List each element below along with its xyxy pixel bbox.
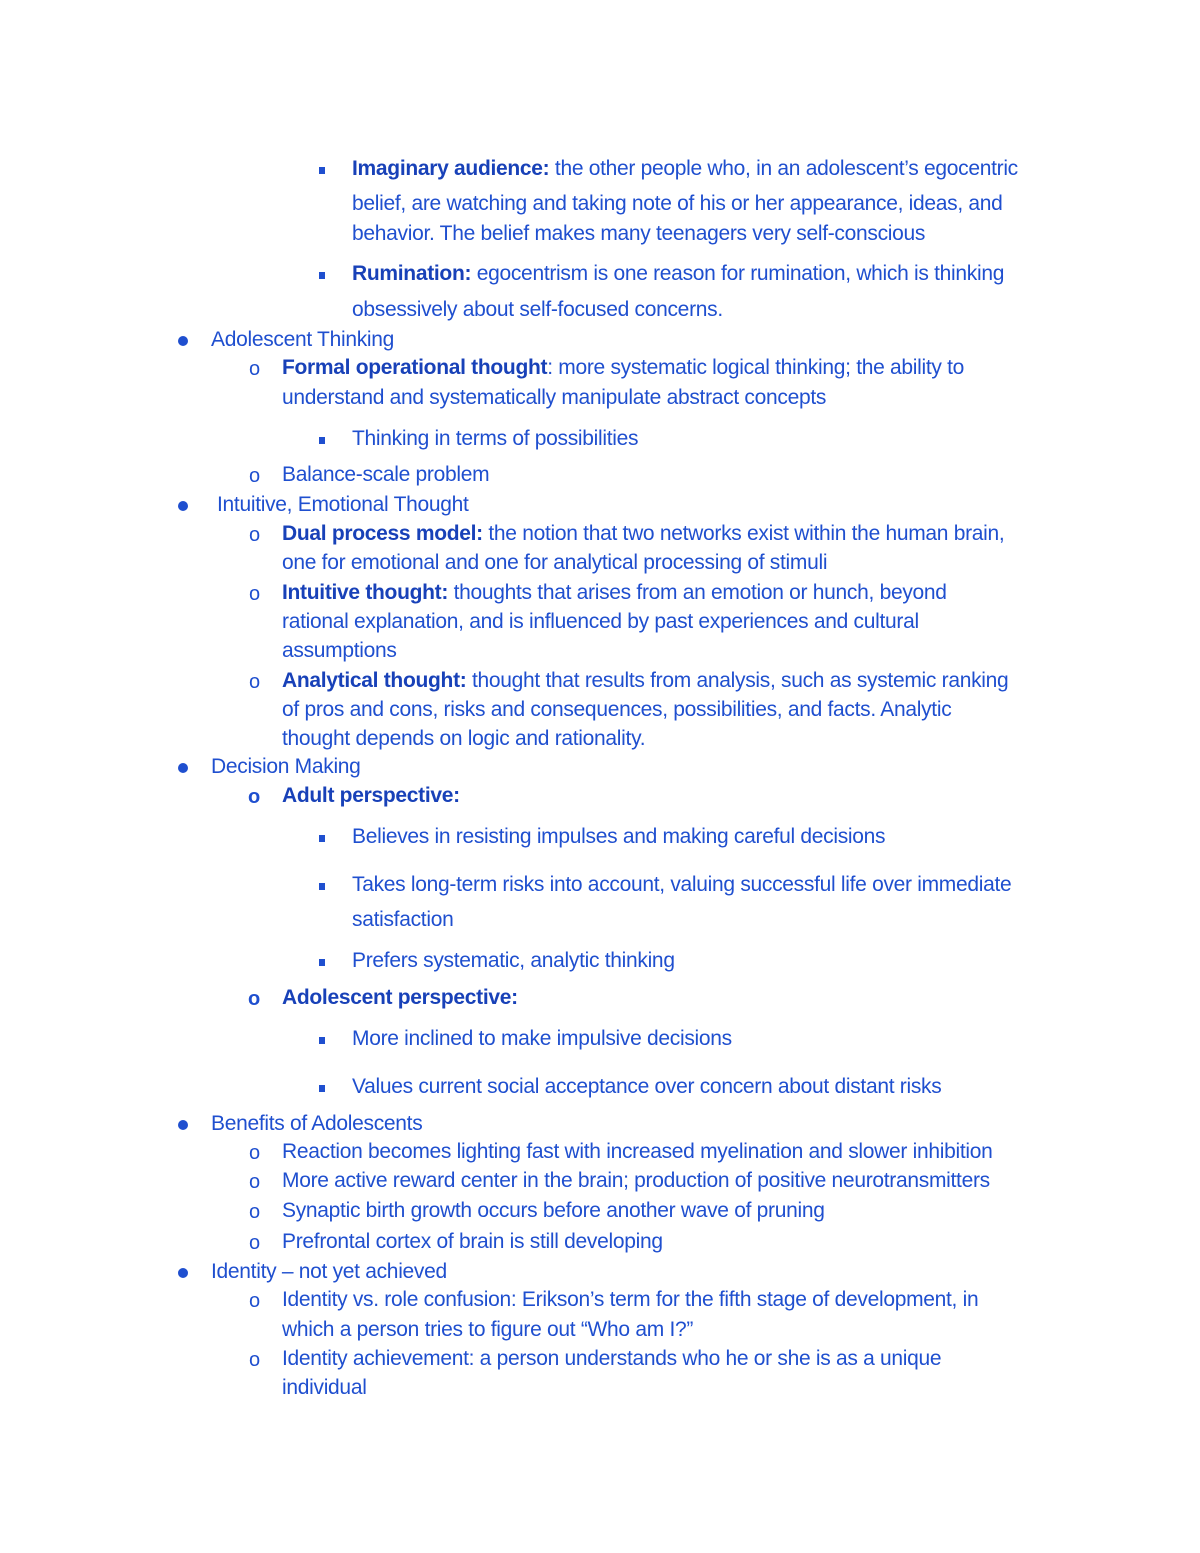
rumination-line-2: obsessively about self-focused concerns. [352,298,723,321]
decision-making-heading: Decision Making [211,755,361,778]
benefits-item-4: Prefrontal cortex of brain is still developing [282,1230,663,1253]
circle-bullet-icon: o [249,1349,261,1371]
round-bullet-icon [178,1268,188,1278]
circle-bullet-icon: o [249,583,261,605]
analytical-thought-line-3: thought depends on logic and rationality. [282,727,646,750]
imaginary-audience-line-2: belief, are watching and taking note of his or her appearance, ideas, and [352,192,1003,215]
dual-process-label: Dual process model: [282,522,483,545]
dual-process-line-1 [282,520,1004,548]
intuitive-thought-line-1 [282,579,947,607]
rumination-text: egocentrism is one reason for rumination, which is thinking [471,262,1005,285]
analytical-thought-label: Analytical thought: [282,669,467,692]
rumination-label: Rumination: [352,262,472,285]
circle-bullet-icon: o [249,1201,261,1223]
benefits-heading: Benefits of Adolescents [211,1112,423,1135]
analytical-thought-line-1 [282,667,1008,695]
round-bullet-icon [178,1120,188,1130]
circle-bullet-icon: o [249,1290,261,1312]
adult-perspective-label: Adult perspective: [282,784,460,807]
adult-item-1: Believes in resisting impulses and making careful decisions [352,825,886,848]
adolescent-item-1: More inclined to make impulsive decisions [352,1027,732,1050]
dual-process-line-2: one for emotional and one for analytical processing of stimuli [282,551,828,574]
formal-operational-label: Formal operational thought [282,356,548,379]
square-bullet-icon [319,959,325,966]
dual-process-text: the notion that two networks exist within the human brain, [482,522,1005,545]
intuitive-thought-line-2: rational explanation, and is influenced by past experiences and cultural [282,610,919,633]
balance-scale-item: Balance-scale problem [282,463,490,486]
square-bullet-icon [319,1085,325,1092]
identity-role-confusion-line-1: Identity vs. role confusion: Erikson’s term for the fifth stage of development, in [282,1288,979,1311]
intuitive-thought-line-3: assumptions [282,639,397,662]
square-bullet-icon [319,835,325,842]
square-bullet-icon [319,437,325,444]
formal-operational-text: : more systematic logical thinking; the ability to [547,356,965,379]
possibilities-item: Thinking in terms of possibilities [352,427,639,450]
formal-operational-line-1 [282,354,964,382]
circle-bullet-icon: o [249,1171,261,1193]
analytical-thought-line-2: of pros and cons, risks and consequences, possibilities, and facts. Analytic [282,698,952,721]
square-bullet-icon [319,883,325,890]
imaginary-audience-text: the other people who, in an adolescent’s egocentric [549,157,1018,180]
identity-achievement-line-1: Identity achievement: a person understands who he or she is as a unique [282,1347,942,1370]
circle-bullet-icon: o [249,465,261,487]
benefits-item-2: More active reward center in the brain; production of positive neurotransmitters [282,1169,990,1192]
circle-bullet-icon: o [249,1232,261,1254]
circle-bullet-icon: o [249,358,261,380]
intuitive-thought-text: thoughts that arises from an emotion or hunch, beyond [448,581,947,604]
identity-heading: Identity – not yet achieved [211,1260,447,1283]
intuitive-thought-label: Intuitive thought: [282,581,449,604]
circle-bullet-icon: o [249,524,261,546]
circle-bullet-icon: o [248,786,261,808]
circle-bullet-icon: o [248,988,261,1010]
round-bullet-icon [178,763,188,773]
imaginary-audience-line-3: behavior. The belief makes many teenagers very self-conscious [352,222,926,245]
benefits-item-3: Synaptic birth growth occurs before another wave of pruning [282,1199,825,1222]
identity-role-confusion-line-2: which a person tries to figure out “Who am I?” [282,1318,694,1341]
formal-operational-line-2: understand and systematically manipulate abstract concepts [282,386,827,409]
square-bullet-icon [319,1037,325,1044]
benefits-item-1: Reaction becomes lighting fast with increased myelination and slower inhibition [282,1140,993,1163]
circle-bullet-icon: o [249,1142,261,1164]
identity-achievement-line-2: individual [282,1376,367,1399]
intuitive-emotional-heading: Intuitive, Emotional Thought [217,493,469,516]
adult-item-2-line-2: satisfaction [352,908,454,931]
adult-item-3: Prefers systematic, analytic thinking [352,949,675,972]
adolescent-thinking-heading: Adolescent Thinking [211,328,395,351]
adolescent-perspective-label: Adolescent perspective: [282,986,518,1009]
square-bullet-icon [319,272,325,279]
round-bullet-icon [178,336,188,346]
imaginary-audience-line-1 [352,155,1018,183]
adult-item-2-line-1: Takes long-term risks into account, valuing successful life over immediate [352,873,1012,896]
rumination-line-1 [352,260,1004,288]
adolescent-item-2: Values current social acceptance over concern about distant risks [352,1075,942,1098]
circle-bullet-icon: o [249,671,261,693]
round-bullet-icon [178,501,188,511]
imaginary-audience-label: Imaginary audience: [352,157,550,180]
square-bullet-icon [319,167,325,174]
analytical-thought-text: thought that results from analysis, such as systemic ranking [466,669,1009,692]
